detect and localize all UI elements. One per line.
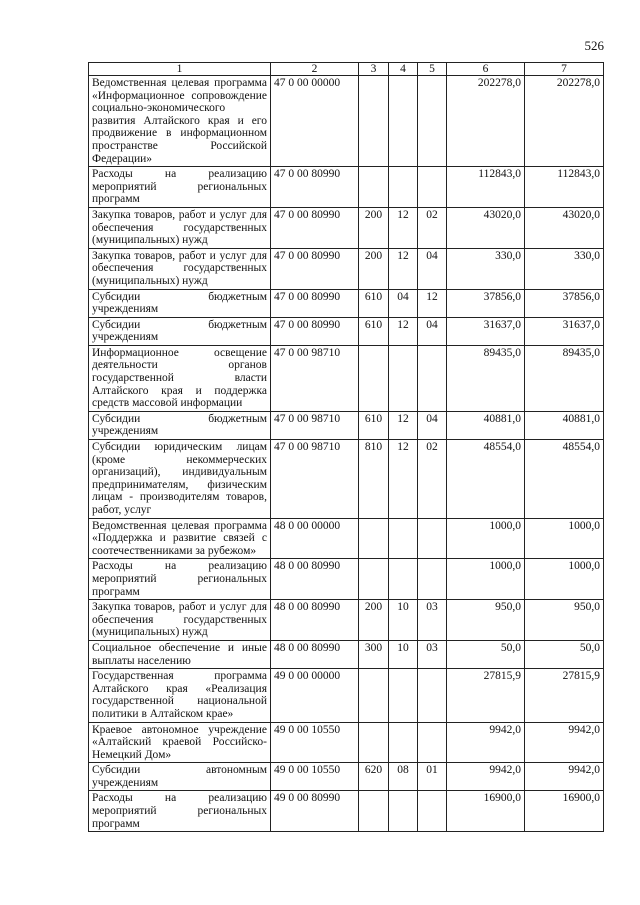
expense-type-code (359, 518, 389, 559)
row-name: Закупка товаров, работ и услуг для обеспечения государственных (муниципальных) нужд (89, 207, 271, 248)
subsection-code: 04 (418, 411, 447, 439)
amount-col6: 37856,0 (447, 289, 525, 317)
row-name: Расходы на реализацию мероприятий региональных программ (89, 559, 271, 600)
amount-col6: 43020,0 (447, 207, 525, 248)
table-row (89, 440, 604, 519)
row-name: Расходы на реализацию мероприятий региональных программ (89, 167, 271, 208)
amount-col7: 89435,0 (525, 345, 604, 411)
table-row (89, 791, 604, 832)
row-name: Информационное освещение деятельности органов государственной власти Алтайского края и поддержка средств массовой информации (89, 345, 271, 411)
target-code: 47 0 00 98710 (271, 411, 359, 439)
amount-col6: 950,0 (447, 600, 525, 641)
amount-col7: 112843,0 (525, 167, 604, 208)
column-header: 3 (359, 63, 389, 76)
page-number: 526 (584, 38, 604, 53)
target-code: 49 0 00 00000 (271, 669, 359, 722)
target-code: 49 0 00 10550 (271, 722, 359, 763)
table-row (89, 317, 604, 345)
table-row (89, 167, 604, 208)
target-code: 47 0 00 80990 (271, 207, 359, 248)
column-header: 6 (447, 63, 525, 76)
amount-col6: 202278,0 (447, 76, 525, 167)
amount-col7: 950,0 (525, 600, 604, 641)
amount-col6: 50,0 (447, 640, 525, 668)
subsection-code: 02 (418, 440, 447, 519)
amount-col6: 16900,0 (447, 791, 525, 832)
expense-type-code: 200 (359, 207, 389, 248)
expense-type-code (359, 76, 389, 167)
row-name: Закупка товаров, работ и услуг для обеспечения государственных (муниципальных) нужд (89, 248, 271, 289)
target-code: 47 0 00 98710 (271, 345, 359, 411)
expense-type-code: 610 (359, 411, 389, 439)
amount-col6: 330,0 (447, 248, 525, 289)
column-header: 2 (271, 63, 359, 76)
section-code: 08 (389, 763, 418, 791)
section-code: 10 (389, 600, 418, 641)
row-name: Субсидии бюджетным учреждениям (89, 411, 271, 439)
section-code (389, 669, 418, 722)
column-header: 5 (418, 63, 447, 76)
table-row (89, 411, 604, 439)
subsection-code: 03 (418, 600, 447, 641)
subsection-code (418, 167, 447, 208)
table-row (89, 669, 604, 722)
amount-col7: 50,0 (525, 640, 604, 668)
subsection-code (418, 345, 447, 411)
table-row (89, 763, 604, 791)
row-name: Расходы на реализацию мероприятий региональных программ (89, 791, 271, 832)
expense-type-code (359, 722, 389, 763)
table-row (89, 248, 604, 289)
target-code: 48 0 00 80990 (271, 600, 359, 641)
subsection-code (418, 76, 447, 167)
subsection-code (418, 518, 447, 559)
target-code: 48 0 00 00000 (271, 518, 359, 559)
amount-col7: 43020,0 (525, 207, 604, 248)
row-name: Закупка товаров, работ и услуг для обеспечения государственных (муниципальных) нужд (89, 600, 271, 641)
table-body (89, 76, 604, 832)
subsection-code (418, 722, 447, 763)
amount-col7: 202278,0 (525, 76, 604, 167)
section-code (389, 722, 418, 763)
expense-type-code (359, 167, 389, 208)
target-code: 47 0 00 00000 (271, 76, 359, 167)
section-code (389, 518, 418, 559)
table-row (89, 518, 604, 559)
amount-col6: 89435,0 (447, 345, 525, 411)
amount-col7: 48554,0 (525, 440, 604, 519)
target-code: 47 0 00 80990 (271, 167, 359, 208)
section-code (389, 167, 418, 208)
row-name: Социальное обеспечение и иные выплаты населению (89, 640, 271, 668)
subsection-code (418, 791, 447, 832)
subsection-code: 04 (418, 248, 447, 289)
subsection-code: 03 (418, 640, 447, 668)
amount-col7: 9942,0 (525, 722, 604, 763)
section-code: 12 (389, 440, 418, 519)
table-row (89, 640, 604, 668)
budget-table (88, 62, 604, 832)
subsection-code: 04 (418, 317, 447, 345)
expense-type-code (359, 345, 389, 411)
row-name: Субсидии бюджетным учреждениям (89, 289, 271, 317)
amount-col6: 1000,0 (447, 559, 525, 600)
section-code (389, 559, 418, 600)
amount-col6: 31637,0 (447, 317, 525, 345)
expense-type-code: 200 (359, 248, 389, 289)
subsection-code (418, 669, 447, 722)
row-name: Ведомственная целевая программа «Поддержка и развитие связей с соотечественниками за рубежом» (89, 518, 271, 559)
amount-col6: 112843,0 (447, 167, 525, 208)
column-header: 4 (389, 63, 418, 76)
subsection-code: 01 (418, 763, 447, 791)
expense-type-code: 610 (359, 289, 389, 317)
amount-col7: 330,0 (525, 248, 604, 289)
section-code (389, 76, 418, 167)
section-code: 12 (389, 248, 418, 289)
target-code: 47 0 00 98710 (271, 440, 359, 519)
section-code: 12 (389, 411, 418, 439)
target-code: 49 0 00 10550 (271, 763, 359, 791)
table-row (89, 600, 604, 641)
amount-col7: 1000,0 (525, 559, 604, 600)
expense-type-code: 610 (359, 317, 389, 345)
expense-type-code: 200 (359, 600, 389, 641)
amount-col7: 37856,0 (525, 289, 604, 317)
amount-col7: 27815,9 (525, 669, 604, 722)
amount-col6: 48554,0 (447, 440, 525, 519)
table-header-row (89, 63, 604, 76)
row-name: Субсидии бюджетным учреждениям (89, 317, 271, 345)
amount-col7: 31637,0 (525, 317, 604, 345)
expense-type-code: 300 (359, 640, 389, 668)
table-row (89, 722, 604, 763)
amount-col7: 16900,0 (525, 791, 604, 832)
amount-col7: 1000,0 (525, 518, 604, 559)
table-row (89, 345, 604, 411)
target-code: 47 0 00 80990 (271, 248, 359, 289)
expense-type-code (359, 791, 389, 832)
section-code (389, 791, 418, 832)
column-header: 7 (525, 63, 604, 76)
column-header: 1 (89, 63, 271, 76)
section-code: 04 (389, 289, 418, 317)
target-code: 48 0 00 80990 (271, 559, 359, 600)
subsection-code (418, 559, 447, 600)
row-name: Субсидии юридическим лицам (кроме некоммерческих организаций), индивидуальным предпринимателям, физическим лицам - производителям товаров, работ, услуг (89, 440, 271, 519)
section-code (389, 345, 418, 411)
table-row (89, 559, 604, 600)
table-row (89, 207, 604, 248)
table-row (89, 289, 604, 317)
section-code: 12 (389, 317, 418, 345)
target-code: 47 0 00 80990 (271, 289, 359, 317)
amount-col6: 27815,9 (447, 669, 525, 722)
expense-type-code (359, 669, 389, 722)
row-name: Краевое автономное учреждение «Алтайский краевой Российско-Немецкий Дом» (89, 722, 271, 763)
amount-col6: 40881,0 (447, 411, 525, 439)
amount-col7: 9942,0 (525, 763, 604, 791)
row-name: Ведомственная целевая программа «Информационное сопровождение социально-экономического развития Алтайского края и его продвижение в информационном пространстве Российской Федерации» (89, 76, 271, 167)
amount-col7: 40881,0 (525, 411, 604, 439)
amount-col6: 1000,0 (447, 518, 525, 559)
expense-type-code: 810 (359, 440, 389, 519)
expense-type-code (359, 559, 389, 600)
amount-col6: 9942,0 (447, 763, 525, 791)
section-code: 12 (389, 207, 418, 248)
target-code: 48 0 00 80990 (271, 640, 359, 668)
target-code: 47 0 00 80990 (271, 317, 359, 345)
section-code: 10 (389, 640, 418, 668)
target-code: 49 0 00 80990 (271, 791, 359, 832)
expense-type-code: 620 (359, 763, 389, 791)
row-name: Государственная программа Алтайского края «Реализация государственной национальной политики в Алтайском крае» (89, 669, 271, 722)
subsection-code: 02 (418, 207, 447, 248)
row-name: Субсидии автономным учреждениям (89, 763, 271, 791)
table-row (89, 76, 604, 167)
subsection-code: 12 (418, 289, 447, 317)
amount-col6: 9942,0 (447, 722, 525, 763)
